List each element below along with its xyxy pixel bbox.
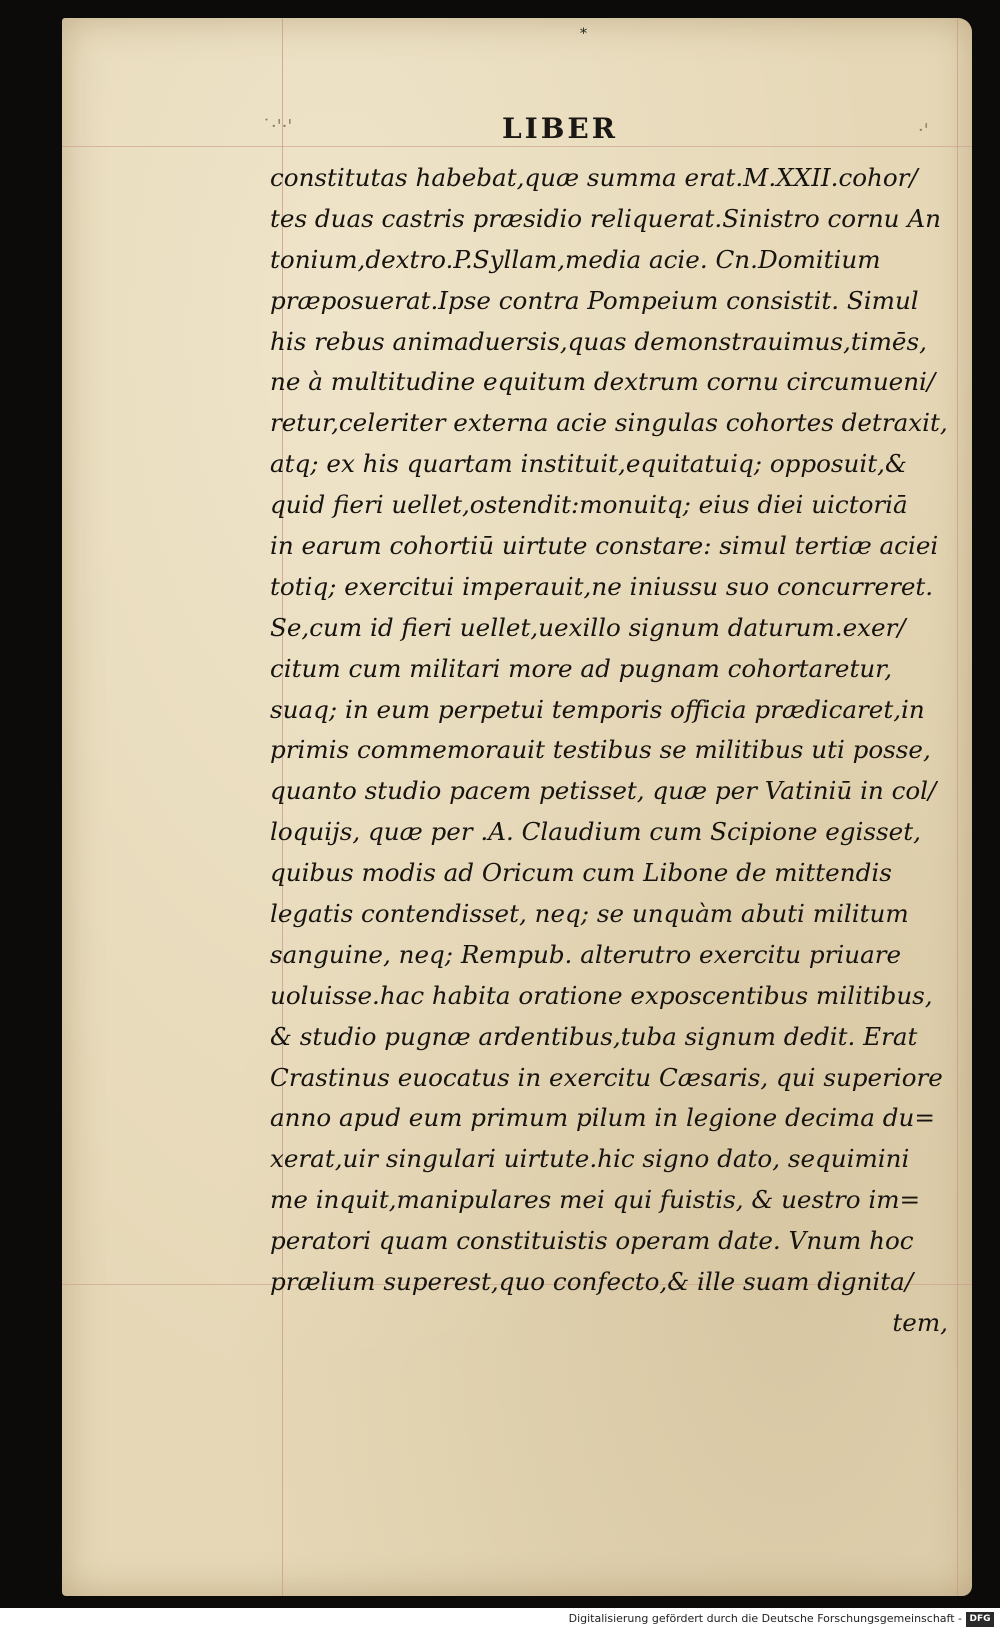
text-line: xerat,uir singulari uirtute.hic signo dato, sequimini bbox=[270, 1144, 910, 1174]
text-line: retur,celeriter externa acie singulas cohortes detraxit, bbox=[270, 408, 948, 438]
text-line: peratori quam constituistis operam date. Vnum hoc bbox=[270, 1226, 914, 1256]
dfg-logo: DFG bbox=[966, 1612, 994, 1627]
catchword: tem, bbox=[892, 1307, 948, 1337]
text-line: & studio pugnæ ardentibus,tuba signum dedit. Erat bbox=[270, 1021, 918, 1051]
text-line: ne à multitudine equitum dextrum cornu circumueni/ bbox=[270, 367, 936, 397]
text-line: quid fieri uellet,ostendit:monuitq; eius diei uictoriā bbox=[270, 490, 908, 520]
text-line: his rebus animaduersis,quas demonstrauimus,timēs, bbox=[270, 326, 927, 356]
text-line: totiq; exercitui imperauit,ne iniussu suo concurreret. bbox=[270, 571, 934, 601]
text-line: legatis contendisset, neq; se unquàm abuti militum bbox=[270, 899, 909, 929]
text-line: citum cum militari more ad pugnam cohortaretur, bbox=[270, 653, 893, 683]
text-line: prælium superest,quo confecto,& ille suam dignita/ bbox=[270, 1267, 914, 1297]
margin-rule-right bbox=[957, 18, 958, 1596]
text-line: tonium,dextro.P.Syllam,media acie. Cn.Domitium bbox=[270, 244, 881, 274]
running-head: LIBER bbox=[501, 112, 619, 145]
top-mark: * bbox=[580, 26, 587, 42]
text-line: in earum cohortiū uirtute constare: simul tertiæ aciei bbox=[270, 531, 939, 561]
text-line: constitutas habebat,quæ summa erat.M.XXII.cohor/ bbox=[270, 163, 918, 192]
text-line: me inquit,manipulares mei qui fuistis, & uestro im= bbox=[270, 1185, 921, 1215]
text-line: loquijs, quæ per .A. Claudium cum Scipione egisset, bbox=[270, 817, 921, 847]
text-line: primis commemorauit testibus se militibus uti posse, bbox=[270, 735, 931, 765]
text-line: quibus modis ad Oricum cum Libone de mittendis bbox=[270, 858, 892, 888]
text-line: anno apud eum primum pilum in legione decima du= bbox=[270, 1103, 935, 1133]
text-line: quanto studio pacem petisset, quæ per Vatiniū in col/ bbox=[270, 776, 937, 806]
footer-credit: Digitalisierung gefördert durch die Deutsche Forschungsgemeinschaft - bbox=[568, 1612, 962, 1625]
text-line: tes duas castris præsidio reliquerat.Sinistro cornu An bbox=[270, 203, 941, 233]
text-line: Crastinus euocatus in exercitu Cæsaris, qui superiore bbox=[270, 1062, 943, 1092]
text-line: sanguine, neq; Rempub. alterutro exercitu priuare bbox=[270, 939, 902, 969]
ink-smudge-left: ˙·'·' bbox=[262, 116, 293, 137]
text-line: atq; ex his quartam instituit,equitatuiq; opposuit,& bbox=[270, 449, 907, 479]
text-line: uoluisse.hac habita oratione exposcentibus militibus, bbox=[270, 980, 933, 1010]
digitization-footer bbox=[0, 1608, 1000, 1632]
text-line: suaq; in eum perpetui temporis officia prædicaret,in bbox=[270, 694, 925, 724]
text-line: Se,cum id fieri uellet,uexillo signum daturum.exer/ bbox=[270, 612, 906, 642]
text-line: præposuerat.Ipse contra Pompeium consistit. Simul bbox=[270, 285, 919, 315]
ink-smudge-right: ·' bbox=[918, 120, 929, 141]
body-text bbox=[270, 158, 948, 1344]
margin-rule-top bbox=[62, 146, 972, 147]
